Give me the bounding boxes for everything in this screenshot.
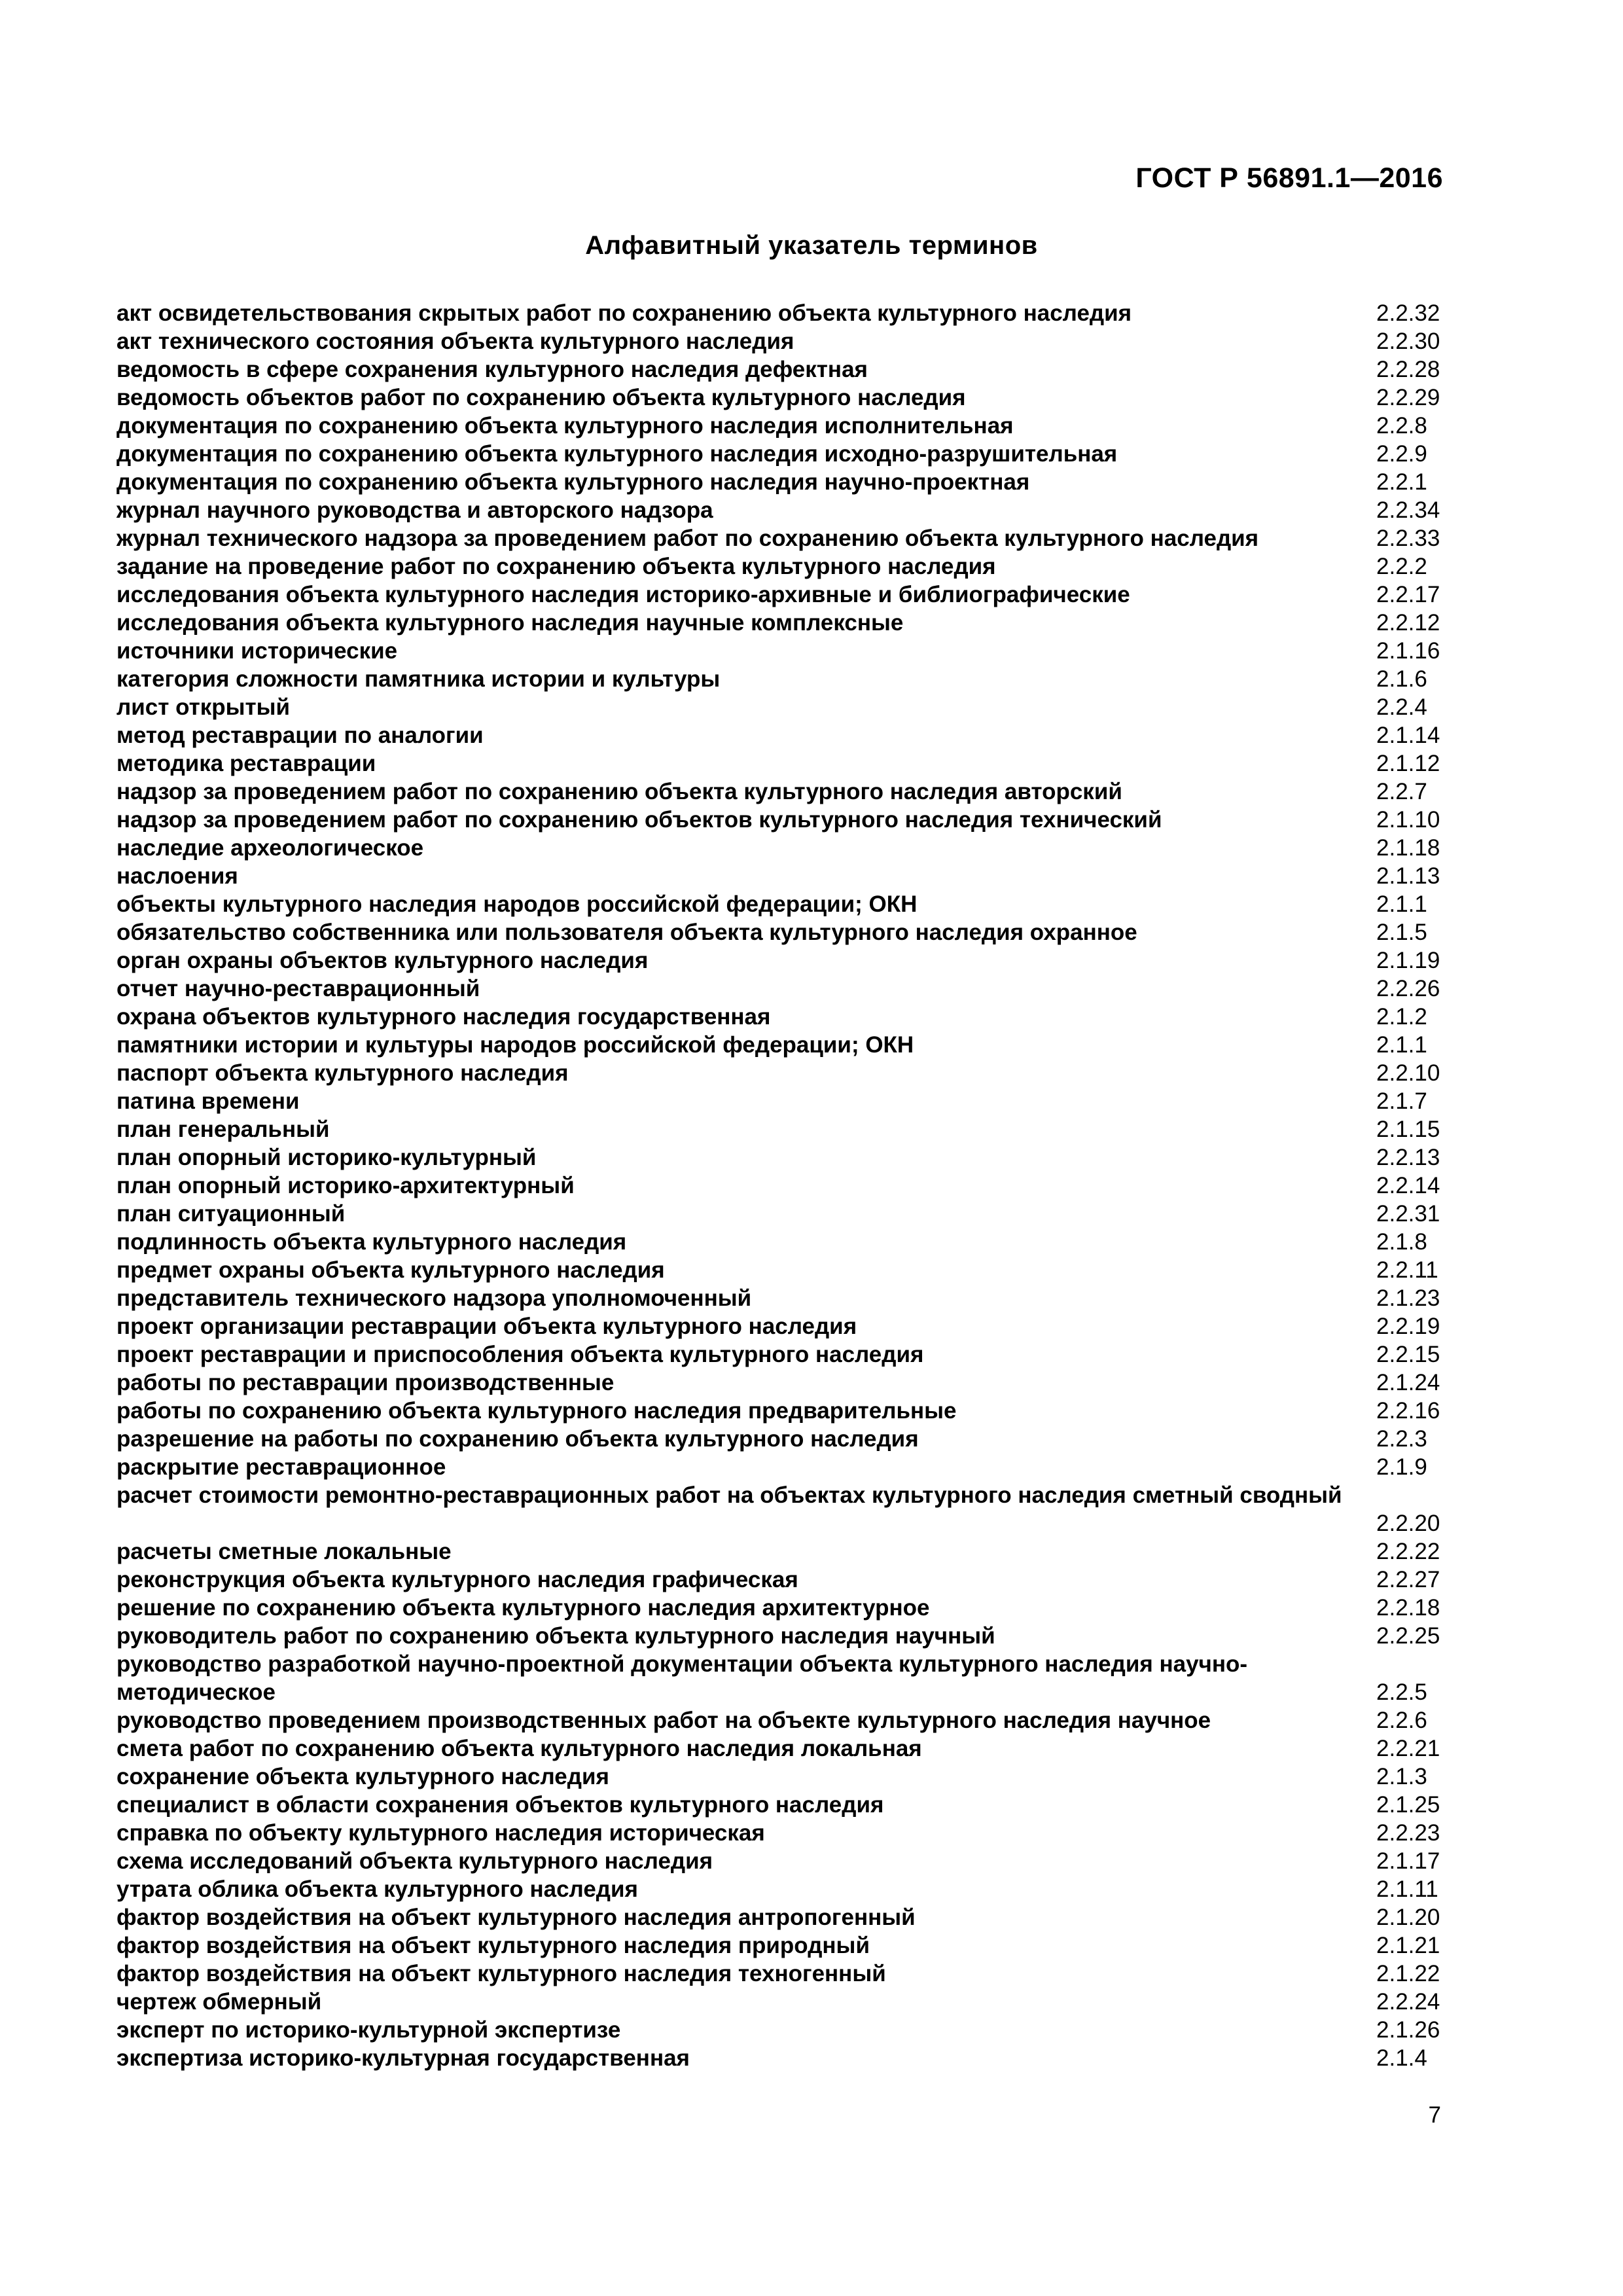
term-reference: 2.1.5 xyxy=(1376,920,1427,945)
term-text: журнал технического надзора за проведением работ по сохранению объекта культурного наследия xyxy=(116,526,1259,551)
term-reference: 2.2.31 xyxy=(1376,1201,1440,1227)
term-reference: 2.1.25 xyxy=(1376,1792,1440,1818)
term-text: фактор воздействия на объект культурного наследия техногенный xyxy=(116,1961,886,1986)
term-reference: 2.1.24 xyxy=(1376,1370,1440,1395)
term-row xyxy=(116,1819,1452,1847)
term-reference: 2.1.12 xyxy=(1376,751,1440,776)
term-row xyxy=(116,1988,1452,2016)
term-reference: 2.2.5 xyxy=(1376,1679,1427,1705)
term-text: лист открытый xyxy=(116,694,291,720)
term-row xyxy=(116,1566,1452,1594)
term-text: объекты культурного наследия народов российской федерации; ОКН xyxy=(116,891,918,917)
term-reference: 2.1.7 xyxy=(1376,1088,1427,1114)
term-text: работы по реставрации производственные xyxy=(116,1370,615,1395)
term-reference: 2.2.9 xyxy=(1376,441,1427,467)
term-reference: 2.2.8 xyxy=(1376,413,1427,439)
term-reference: 2.2.12 xyxy=(1376,610,1440,636)
term-row xyxy=(116,749,1452,778)
term-row xyxy=(116,1425,1452,1453)
term-row xyxy=(116,665,1452,693)
term-reference: 2.2.13 xyxy=(1376,1145,1440,1170)
term-text: план генеральный xyxy=(116,1117,330,1142)
term-text: эксперт по историко-культурной экспертизе xyxy=(116,2017,621,2043)
term-row xyxy=(116,1791,1452,1819)
term-row xyxy=(116,609,1452,637)
document-code: ГОСТ Р 56891.1—2016 xyxy=(1135,162,1443,194)
term-text: паспорт объекта культурного наследия xyxy=(116,1060,569,1086)
term-reference: 2.1.26 xyxy=(1376,2017,1440,2043)
term-reference: 2.2.34 xyxy=(1376,497,1440,523)
term-reference: 2.2.6 xyxy=(1376,1708,1427,1733)
term-reference: 2.2.33 xyxy=(1376,526,1440,551)
term-reference: 2.1.16 xyxy=(1376,638,1440,664)
term-row xyxy=(116,2044,1452,2072)
term-reference: 2.2.16 xyxy=(1376,1398,1440,1424)
term-row xyxy=(116,1481,1452,1537)
term-row xyxy=(116,468,1452,496)
term-row xyxy=(116,1622,1452,1650)
term-row xyxy=(116,1397,1452,1425)
term-reference: 2.1.14 xyxy=(1376,723,1440,748)
term-reference: 2.2.23 xyxy=(1376,1820,1440,1846)
term-reference: 2.1.4 xyxy=(1376,2045,1427,2071)
term-row xyxy=(116,1284,1452,1312)
term-row xyxy=(116,440,1452,468)
term-text: реконструкция объекта культурного наследия графическая xyxy=(116,1567,798,1592)
term-row xyxy=(116,1594,1452,1622)
term-text: проект реставрации и приспособления объекта культурного наследия xyxy=(116,1342,924,1367)
term-reference: 2.2.26 xyxy=(1376,976,1440,1001)
term-row xyxy=(116,327,1452,355)
term-text: ведомость в сфере сохранения культурного наследия дефектная xyxy=(116,357,868,382)
term-reference: 2.2.25 xyxy=(1376,1623,1440,1649)
term-reference: 2.2.17 xyxy=(1376,582,1440,607)
term-reference: 2.2.30 xyxy=(1376,329,1440,354)
term-row xyxy=(116,918,1452,946)
term-text: утрата облика объекта культурного наследия xyxy=(116,1876,638,1902)
term-text: специалист в области сохранения объектов культурного наследия xyxy=(116,1792,884,1818)
term-row xyxy=(116,1875,1452,1903)
term-text: отчет научно-реставрационный xyxy=(116,976,480,1001)
term-text: методика реставрации xyxy=(116,751,376,776)
term-row xyxy=(116,1059,1452,1087)
term-reference: 2.2.7 xyxy=(1376,779,1427,804)
term-row xyxy=(116,862,1452,890)
term-row xyxy=(116,1369,1452,1397)
term-row xyxy=(116,1031,1452,1059)
term-row xyxy=(116,890,1452,918)
term-reference: 2.2.28 xyxy=(1376,357,1440,382)
term-row xyxy=(116,1115,1452,1143)
term-row xyxy=(116,806,1452,834)
term-reference: 2.2.22 xyxy=(1376,1539,1440,1564)
term-row xyxy=(116,355,1452,384)
term-row xyxy=(116,1706,1452,1734)
term-reference: 2.1.11 xyxy=(1376,1876,1438,1902)
term-reference: 2.1.15 xyxy=(1376,1117,1440,1142)
term-row xyxy=(116,1172,1452,1200)
term-text: акт технического состояния объекта культурного наследия xyxy=(116,329,794,354)
term-text: предмет охраны объекта культурного наследия xyxy=(116,1257,665,1283)
term-reference: 2.2.32 xyxy=(1376,300,1440,326)
term-text: план опорный историко-архитектурный xyxy=(116,1173,575,1198)
term-text: работы по сохранению объекта культурного наследия предварительные xyxy=(116,1398,957,1424)
term-reference: 2.2.19 xyxy=(1376,1314,1440,1339)
term-row xyxy=(116,1256,1452,1284)
term-row xyxy=(116,1931,1452,1960)
term-row xyxy=(116,834,1452,862)
term-reference: 2.1.1 xyxy=(1376,1032,1427,1058)
term-text: наслоения xyxy=(116,863,238,889)
term-row xyxy=(116,412,1452,440)
term-reference: 2.1.3 xyxy=(1376,1764,1427,1789)
term-reference: 2.1.23 xyxy=(1376,1285,1440,1311)
term-index-list xyxy=(116,299,1452,2072)
term-text: журнал научного руководства и авторского надзора xyxy=(116,497,713,523)
term-text: орган охраны объектов культурного наследия xyxy=(116,948,649,973)
term-reference: 2.2.3 xyxy=(1376,1426,1427,1452)
term-text: исследования объекта культурного наследия историко-архивные и библиографические xyxy=(116,582,1130,607)
term-text: план опорный историко-культурный xyxy=(116,1145,537,1170)
term-row xyxy=(116,1537,1452,1566)
term-row xyxy=(116,1143,1452,1172)
term-row xyxy=(116,693,1452,721)
term-text: смета работ по сохранению объекта культурного наследия локальная xyxy=(116,1736,922,1761)
term-text: чертеж обмерный xyxy=(116,1989,322,2015)
term-reference: 2.1.13 xyxy=(1376,863,1440,889)
term-text: разрешение на работы по сохранению объекта культурного наследия xyxy=(116,1426,919,1452)
term-row xyxy=(116,2016,1452,2044)
page-number: 7 xyxy=(1428,2102,1441,2128)
term-reference: 2.1.20 xyxy=(1376,1905,1440,1930)
term-reference: 2.2.29 xyxy=(1376,385,1440,410)
term-text: справка по объекту культурного наследия историческая xyxy=(116,1820,765,1846)
term-reference: 2.1.9 xyxy=(1376,1454,1427,1480)
term-reference: 2.1.2 xyxy=(1376,1004,1427,1030)
term-text: руководитель работ по сохранению объекта культурного наследия научный xyxy=(116,1623,995,1649)
term-row xyxy=(116,778,1452,806)
term-row xyxy=(116,581,1452,609)
term-text: охрана объектов культурного наследия государственная xyxy=(116,1004,771,1030)
term-reference: 2.2.24 xyxy=(1376,1989,1440,2015)
term-text: фактор воздействия на объект культурного наследия антропогенный xyxy=(116,1905,916,1930)
term-row xyxy=(116,975,1452,1003)
term-text: фактор воздействия на объект культурного наследия природный xyxy=(116,1933,870,1958)
term-reference: 2.2.20 xyxy=(1376,1511,1440,1536)
term-text: сохранение объекта культурного наследия xyxy=(116,1764,609,1789)
term-text: расчет стоимости ремонтно-реставрационных работ на объектах культурного наследия сметный сводный xyxy=(116,1482,1342,1508)
term-text: план ситуационный xyxy=(116,1201,346,1227)
term-row xyxy=(116,552,1452,581)
term-reference: 2.2.14 xyxy=(1376,1173,1440,1198)
term-reference: 2.2.2 xyxy=(1376,554,1427,579)
term-text: надзор за проведением работ по сохранению объектов культурного наследия технический xyxy=(116,807,1162,833)
term-text: представитель технического надзора уполномоченный xyxy=(116,1285,752,1311)
term-row xyxy=(116,1228,1452,1256)
index-title: Алфавитный указатель терминов xyxy=(585,231,1038,260)
term-reference: 2.2.15 xyxy=(1376,1342,1440,1367)
term-row xyxy=(116,1453,1452,1481)
term-reference: 2.2.4 xyxy=(1376,694,1427,720)
term-reference: 2.2.18 xyxy=(1376,1595,1440,1621)
term-text: экспертиза историко-культурная государственная xyxy=(116,2045,690,2071)
term-text: обязательство собственника или пользователя объекта культурного наследия охранное xyxy=(116,920,1137,945)
term-text: руководство проведением производственных работ на объекте культурного наследия научное xyxy=(116,1708,1211,1733)
term-reference: 2.2.11 xyxy=(1376,1257,1438,1283)
term-reference: 2.2.27 xyxy=(1376,1567,1440,1592)
term-reference: 2.1.21 xyxy=(1376,1933,1440,1958)
term-row xyxy=(116,299,1452,327)
term-text: ведомость объектов работ по сохранению объекта культурного наследия xyxy=(116,385,966,410)
term-reference: 2.1.6 xyxy=(1376,666,1427,692)
term-text: подлинность объекта культурного наследия xyxy=(116,1229,627,1255)
term-reference: 2.2.21 xyxy=(1376,1736,1440,1761)
term-row xyxy=(116,1340,1452,1369)
term-reference: 2.1.19 xyxy=(1376,948,1440,973)
term-reference: 2.2.1 xyxy=(1376,469,1427,495)
term-text: памятники истории и культуры народов российской федерации; ОКН xyxy=(116,1032,914,1058)
term-reference: 2.1.1 xyxy=(1376,891,1427,917)
term-row xyxy=(116,1903,1452,1931)
term-row xyxy=(116,1847,1452,1875)
term-text: надзор за проведением работ по сохранению объекта культурного наследия авторский xyxy=(116,779,1122,804)
term-row xyxy=(116,524,1452,552)
term-text: документация по сохранению объекта культурного наследия исполнительная xyxy=(116,413,1014,439)
term-row xyxy=(116,496,1452,524)
term-row xyxy=(116,946,1452,975)
term-reference: 2.1.22 xyxy=(1376,1961,1440,1986)
term-text: документация по сохранению объекта культурного наследия исходно-разрушительная xyxy=(116,441,1118,467)
term-text: раскрытие реставрационное xyxy=(116,1454,446,1480)
term-text: источники исторические xyxy=(116,638,398,664)
term-row xyxy=(116,1312,1452,1340)
term-row xyxy=(116,384,1452,412)
term-row xyxy=(116,1650,1452,1706)
term-text: руководство разработкой научно-проектной документации объекта культурного наследия научно-методическое xyxy=(116,1651,1248,1705)
term-reference: 2.1.17 xyxy=(1376,1848,1440,1874)
term-row xyxy=(116,1763,1452,1791)
term-row xyxy=(116,1734,1452,1763)
term-text: документация по сохранению объекта культурного наследия научно-проектная xyxy=(116,469,1030,495)
term-text: категория сложности памятника истории и культуры xyxy=(116,666,721,692)
term-row xyxy=(116,1087,1452,1115)
term-reference: 2.1.18 xyxy=(1376,835,1440,861)
term-text: задание на проведение работ по сохранению объекта культурного наследия xyxy=(116,554,996,579)
term-text: проект организации реставрации объекта культурного наследия xyxy=(116,1314,857,1339)
term-row xyxy=(116,1200,1452,1228)
term-text: акт освидетельствования скрытых работ по сохранению объекта культурного наследия xyxy=(116,300,1132,326)
term-text: расчеты сметные локальные xyxy=(116,1539,452,1564)
term-reference: 2.1.10 xyxy=(1376,807,1440,833)
term-text: патина времени xyxy=(116,1088,300,1114)
term-reference: 2.1.8 xyxy=(1376,1229,1427,1255)
term-text: решение по сохранению объекта культурного наследия архитектурное xyxy=(116,1595,930,1621)
term-row xyxy=(116,637,1452,665)
term-text: схема исследований объекта культурного наследия xyxy=(116,1848,713,1874)
term-row xyxy=(116,721,1452,749)
term-row xyxy=(116,1960,1452,1988)
term-reference: 2.2.10 xyxy=(1376,1060,1440,1086)
term-text: исследования объекта культурного наследия научные комплексные xyxy=(116,610,904,636)
term-row xyxy=(116,1003,1452,1031)
term-text: метод реставрации по аналогии xyxy=(116,723,484,748)
term-text: наследие археологическое xyxy=(116,835,424,861)
